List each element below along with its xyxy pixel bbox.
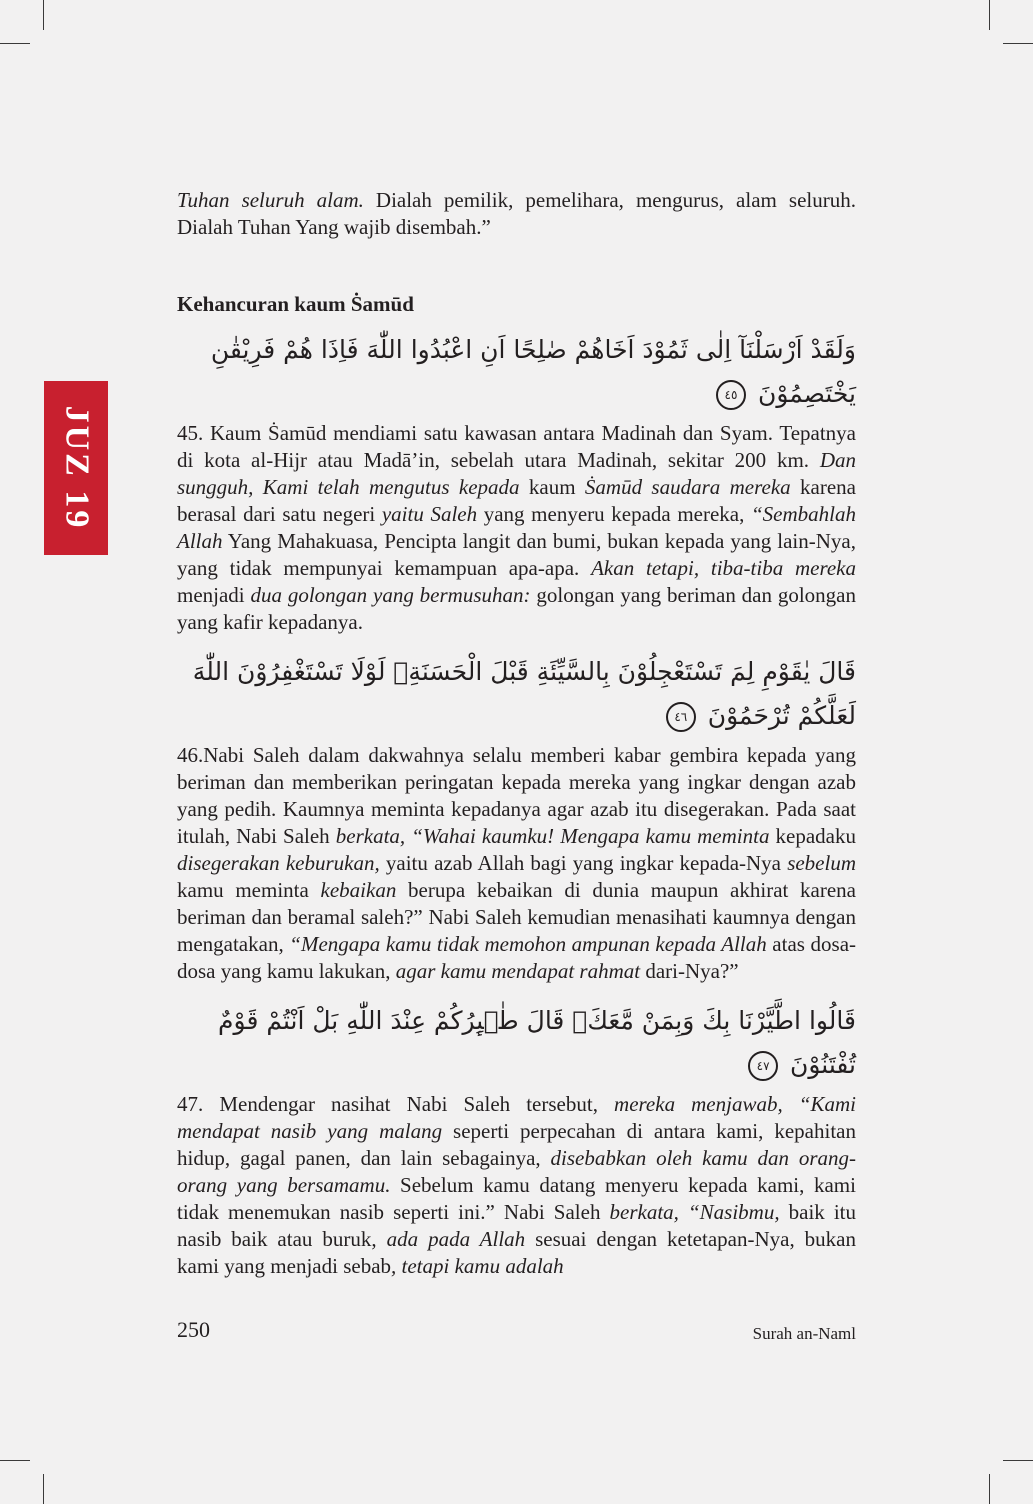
translation-italic: mereka menjawab, “Kami mendapat nasib yang malang xyxy=(177,1092,856,1143)
intro-text: Dialah pemilik, pemelihara, mengurus, alam seluruh. Dialah Tuhan Yang wajib disembah.” xyxy=(177,188,856,239)
translation-italic: agar kamu mendapat rahmat xyxy=(395,959,641,983)
translation-italic: “Mengapa kamu tidak memohon ampunan kepada Allah xyxy=(289,932,767,956)
translation-italic: dua golongan yang bermusuhan: xyxy=(250,583,531,607)
page-number: 250 xyxy=(177,1317,210,1342)
arabic-verse xyxy=(177,999,856,1087)
crop-mark-top-right xyxy=(989,0,990,30)
translation-text: 47. Mendengar nasihat Nabi Saleh tersebut, xyxy=(177,1092,615,1116)
translation-text: dari-Nya?” xyxy=(640,959,739,983)
translation-text: atas dosa-dosa yang kamu lakukan, xyxy=(177,932,857,983)
translation-text: sesuai dengan ketetapan-Nya, bukan kami yang menjadi sebab xyxy=(177,1227,857,1278)
ayah-number-icon: ٤٥ xyxy=(716,380,746,410)
crop-mark-bottom-right xyxy=(989,1474,990,1504)
verses-container xyxy=(177,328,856,1280)
translation-text: 46.Nabi Saleh dalam dakwahnya selalu memberi kabar gembira kepada yang beriman dan memberikan peringatan kepada mereka yang ingkar dengan azab yang pedih. Kaumnya meminta kepadanya agar azab itu disegerakan. Pada saat itulah, Nabi Saleh xyxy=(177,743,856,848)
arabic-text: وَلَقَدْ اَرْسَلْنَآ اِلٰى ثَمُوْدَ اَخَاهُمْ صٰلِحًا اَنِ اعْبُدُوا اللّٰهَ فَاِذَا هُمْ فَرِيْقٰنِ يَخْتَصِمُوْنَ xyxy=(210,335,856,408)
arabic-verse xyxy=(177,328,856,416)
translation-italic: disegerakan keburukan, xyxy=(177,851,380,875)
section-heading: Kehancuran kaum Ṡamūd xyxy=(177,292,414,316)
arabic-verse xyxy=(177,650,856,738)
crop-mark-top-left xyxy=(43,0,44,30)
translation-italic: “Sembahlah Allah xyxy=(177,502,856,553)
crop-mark-bottom-right-h xyxy=(1003,1460,1033,1461)
translation-italic: Dan sungguh, Kami telah mengutus kepada xyxy=(177,448,856,499)
running-title: Surah an-Naml xyxy=(752,1324,856,1343)
juz-label: JUZ 19 xyxy=(58,405,96,531)
arabic-text: قَالَ يٰقَوْمِ لِمَ تَسْتَعْجِلُوْنَ بِالسَّيِّئَةِ قَبْلَ الْحَسَنَةِۚ لَوْلَا تَسْتَغْفِرُوْنَ اللّٰهَ لَعَلَّكُمْ تُرْحَمُوْنَ xyxy=(192,657,856,730)
translation-italic: ada pada Allah xyxy=(386,1227,526,1251)
translation-text: Sebelum kamu datang menyeru kepada kami, kami tidak menemukan nasib seperti ini.” Nabi Saleh xyxy=(177,1173,856,1224)
translation-italic: , tetapi kamu adalah xyxy=(391,1254,564,1278)
verse-translation xyxy=(177,742,856,985)
intro-paragraph xyxy=(177,187,856,241)
translation-text: Yang Mahakuasa, Pencipta langit dan bumi, bukan kepada yang lain-Nya, yang tidak mempunyai kemampuan apa-apa. xyxy=(177,529,856,580)
translation-text: kamu meminta xyxy=(177,878,321,902)
arabic-text: قَالُوا اطَّيَّرْنَا بِكَ وَبِمَنْ مَّعَكَۗ قَالَ طٰۤىِٕرُكُمْ عِنْدَ اللّٰهِ بَلْ اَنْتُمْ قَوْمٌ تُفْتَنُوْنَ xyxy=(218,1006,856,1079)
translation-text: kepadaku xyxy=(769,824,856,848)
ayah-number-icon: ٤٧ xyxy=(748,1051,778,1081)
translation-text: berupa kebaikan di dunia maupun akhirat karena beriman dan beramal saleh?” Nabi Saleh kemudian menasihati kaumnya dengan mengatakan, xyxy=(177,878,857,956)
translation-text: yang menyeru kepada mereka, xyxy=(477,502,751,526)
translation-italic: disebabkan oleh kamu dan orang-orang yang bersamamu. xyxy=(177,1146,856,1197)
translation-italic: kebaikan xyxy=(320,878,397,902)
translation-italic: berkata, “Nasibmu, xyxy=(609,1200,780,1224)
translation-italic: berkata, “Wahai kaumku! Mengapa kamu meminta xyxy=(335,824,770,848)
translation-text: yaitu azab Allah bagi yang ingkar kepada-Nya xyxy=(379,851,788,875)
page-content xyxy=(177,187,856,1280)
translation-italic: Akan tetapi, tiba-tiba mereka xyxy=(591,556,856,580)
crop-mark-bottom-left-h xyxy=(0,1460,30,1461)
translation-italic: sebelum xyxy=(787,851,857,875)
crop-mark-top-left-h xyxy=(0,43,30,44)
verse-translation xyxy=(177,420,856,636)
intro-italic: Tuhan seluruh alam. xyxy=(177,188,364,212)
translation-text: menjadi xyxy=(177,583,251,607)
ayah-number-icon: ٤٦ xyxy=(666,702,696,732)
crop-mark-bottom-left xyxy=(43,1474,44,1504)
translation-text: baik itu nasib baik atau buruk, xyxy=(177,1200,857,1251)
translation-text: kaum xyxy=(519,475,585,499)
juz-side-tab xyxy=(44,381,108,555)
translation-text: golongan yang beriman dan golongan yang kafir kepadanya. xyxy=(177,583,856,634)
translation-text: 45. Kaum Ṡamūd mendiami satu kawasan antara Madinah dan Syam. Tepatnya di kota al-Hijr atau Madā’in, sebelah utara Madinah, sekitar 200 km. xyxy=(177,421,856,472)
translation-text: seperti perpecahan di antara kami, kepahitan hidup, gagal panen, dan lain sebagainya, xyxy=(177,1119,856,1170)
crop-mark-top-right-h xyxy=(1003,43,1033,44)
translation-italic: Ṡamūd saudara mereka xyxy=(584,475,791,499)
translation-italic: yaitu Saleh xyxy=(381,502,478,526)
translation-text: karena berasal dari satu negeri xyxy=(177,475,856,526)
verse-translation xyxy=(177,1091,856,1280)
